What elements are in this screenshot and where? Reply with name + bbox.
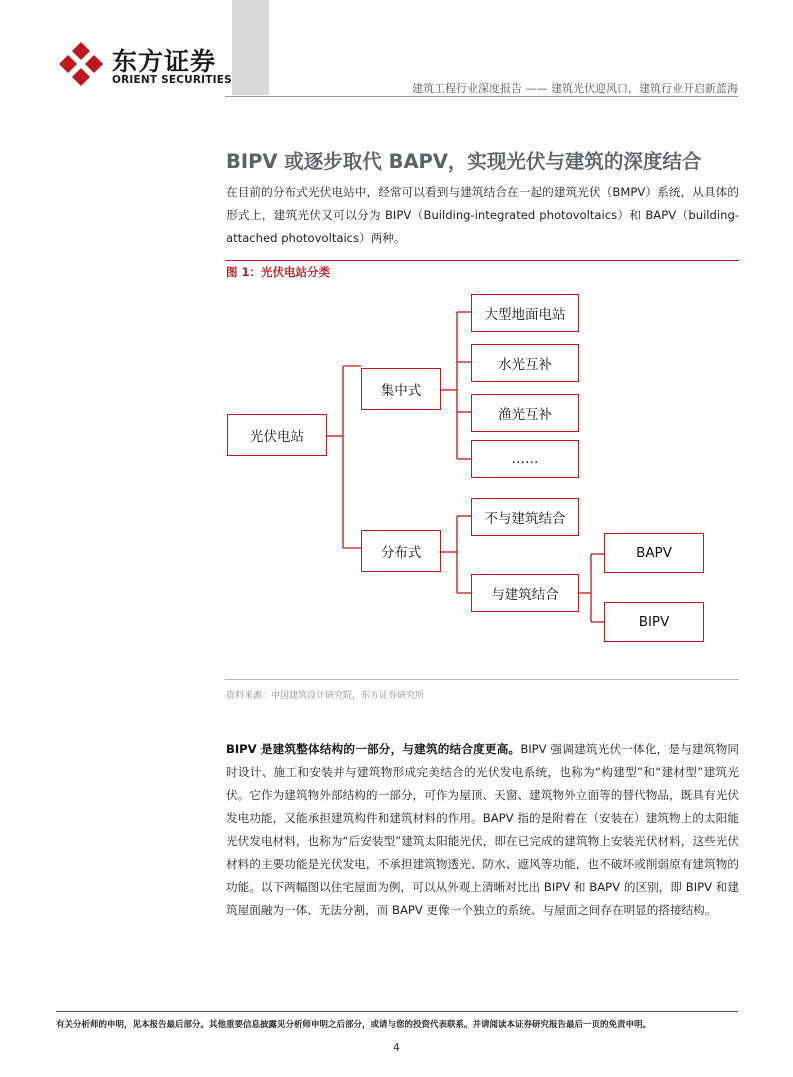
node-fishery-solar: 渔光互补 bbox=[471, 394, 579, 432]
figure-title: 图 1：光伏电站分类 bbox=[226, 265, 331, 279]
section-title: BIPV 或逐步取代 BAPV，实现光伏与建筑的深度结合 bbox=[226, 150, 702, 173]
node-etc: …… bbox=[471, 440, 579, 478]
node-distributed: 分布式 bbox=[361, 530, 441, 572]
figure-bottom-rule bbox=[225, 679, 739, 680]
node-pv-station: 光伏电站 bbox=[227, 414, 327, 456]
orient-logo-icon bbox=[57, 40, 105, 88]
footer-disclaimer: 有关分析师的申明，见本报告最后部分。其他重要信息披露见分析师申明之后部分，或请与您的投资代表联系。并请阅读本证券研究报告最后一页的免责申明。 bbox=[56, 1020, 652, 1030]
node-bipv: BIPV bbox=[604, 602, 704, 642]
node-building-integrated: 与建筑结合 bbox=[471, 574, 579, 612]
intro-text: 在目前的分布式光伏电站中，经常可以看到与建筑结合在一起的建筑光伏（BMPV）系统，从具体的形式上，建筑光伏又可以分为 BIPV（Building-integrated photovoltaics）和 BAPV（building-attached photovoltaics）两种。 bbox=[226, 185, 739, 245]
node-bapv: BAPV bbox=[604, 533, 704, 573]
footer-divider bbox=[56, 1011, 738, 1012]
node-centralized: 集中式 bbox=[361, 368, 441, 410]
figure-top-rule bbox=[225, 260, 739, 261]
node-hydro-solar: 水光互补 bbox=[471, 344, 579, 382]
intro-paragraph bbox=[226, 181, 739, 250]
pv-classification-diagram bbox=[225, 282, 739, 672]
report-title: 建筑工程行业深度报告 —— 建筑光伏迎风口，建筑行业开启新蓝海 bbox=[412, 82, 738, 95]
header-decor-strip bbox=[232, 0, 269, 95]
node-large-ground-station: 大型地面电站 bbox=[471, 294, 579, 332]
page-number: 4 bbox=[393, 1042, 400, 1054]
company-name-cn: 东方证券 bbox=[112, 47, 217, 76]
figure-source: 资料来源：中国建筑设计研究院，东方证券研究所 bbox=[226, 691, 425, 701]
header-divider bbox=[225, 96, 738, 97]
company-name-en: ORIENT SECURITIES bbox=[112, 74, 232, 86]
body-lead-bold: BIPV 是建筑整体结构的一部分，与建筑的结合度更高。 bbox=[226, 742, 521, 756]
node-not-building-integrated: 不与建筑结合 bbox=[471, 498, 579, 536]
body-paragraph bbox=[226, 738, 739, 922]
body-text: BIPV 强调建筑光伏一体化，是与建筑物同时设计、施工和安装并与建筑物形成完美结合的光伏发电系统，也称为“构建型”和“建材型”建筑光伏。它作为建筑物外部结构的一部分，可作为屋顶、天窗、建筑物外立面等的替代物品，既具有光伏发电功能，又能承担建筑构件和建筑材料的作用。BAPV 指的是附着在（安装在）建筑物上的太阳能光伏发电材料，也称为“后安装型”建筑太阳能光伏，即在已完成的建筑物上安装光伏材料，这些光伏材料的主要功能是光伏发电，不承担建筑物透光、防水、遮风等功能，也不破坏或削弱原有建筑物的功能。以下两幅图以住宅屋面为例，可以从外观上清晰对比出 BIPV 和 BAPV 的区别，即 BIPV 和建筑屋面融为一体、无法分割，而 BAPV 更像一个独立的系统、与屋面之间存在明显的搭接结构。 bbox=[226, 742, 739, 917]
